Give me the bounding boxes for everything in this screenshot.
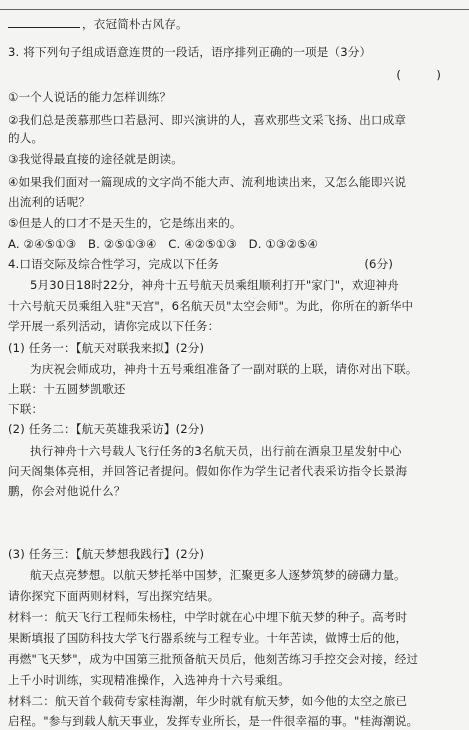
task-2-title: (2) 任务二：【航天英雄我采访】(2分) [8, 422, 205, 436]
sentence-2: ②我们总是羡慕那些口若悬河、即兴演讲的人，喜欢那些文采飞扬、出口成章 [8, 113, 407, 127]
top-rule [0, 9, 469, 10]
sentence-3: ③我觉得最直接的途径就是朗读。 [8, 152, 183, 166]
task-2-body-2: 问天阁集体亮相，并回答记者提问。假如你作为学生记者代表采访指令长景海 [8, 464, 408, 478]
material-1-line-1: 材料一：航天飞行工程师朱杨柱，中学时就在心中埋下航天梦的种子。高考时 [8, 610, 408, 624]
task-2-body-1: 执行神舟十六号载人飞行任务的3名航天员，出行前在酒泉卫星发射中心 [30, 444, 402, 458]
answer-blank[interactable] [8, 17, 80, 28]
question-3: 3. 将下列句子组成语意连贯的一段话，语序排列正确的一项是（3分） [8, 45, 372, 59]
material-1-line-4: 上千小时训练，实现精准操作，入选神舟十六号乘组。 [8, 673, 290, 687]
task-2-body-3: 鹏，你会对他说什么？ [8, 484, 126, 498]
intro-line-3: 学开展一系列活动，请你完成以下任务： [8, 319, 220, 333]
intro-line-1: 5月30日18时22分，神舟十五号航天员乘组顺利打开"家门"，欢迎神舟 [30, 278, 399, 292]
question-4: 4.口语交际及综合性学习，完成以下任务 (6分) [8, 257, 393, 271]
material-2-line-1: 材料二：航天首个载荷专家桂海潮，年少时就有航天梦，如今他的太空之旅已 [8, 694, 408, 708]
sentence-1: ①一个人说话的能力怎样训练？ [8, 90, 172, 104]
intro-line-2: 十六号航天员乘组入驻"天宫"，6名航天员"太空会师"。为此，你所在的新华中 [8, 299, 414, 313]
question-4-score: (6分) [364, 257, 393, 271]
sentence-4: ④如果我们面对一篇现成的文字尚不能大声、流利地读出来，又怎么能即兴说 [8, 175, 407, 189]
sentence-4-cont: 出流利的话呢？ [8, 195, 91, 209]
answer-paren[interactable]: ( ) [396, 68, 441, 82]
upper-couplet: 上联：十五圆梦凯歌还 [8, 382, 126, 396]
task-3-body-2: 请你探究下面两则材料，写出探究结果。 [8, 589, 220, 603]
poem-line: ，衣冠简朴古风存。 [8, 16, 463, 32]
material-2-line-2: 启程。"参与到载人航天事业，发挥专业所长，是一件很幸福的事。"桂海潮说。 [8, 714, 419, 728]
task-1-title: (1) 任务一：【航天对联我来拟】(2分) [8, 341, 205, 355]
task-3-body-1: 航天点亮梦想。以航天梦托举中国梦，汇聚更多人逐梦筑梦的磅礴力量。 [30, 568, 406, 582]
sentence-2-cont: 的人。 [8, 131, 44, 145]
task-3-title: (3) 任务三：【航天梦想我践行】(2分) [8, 547, 205, 561]
sentence-5: ⑤但是人的口才不是天生的，它是练出来的。 [8, 216, 242, 230]
material-1-line-2: 果断填报了国防科技大学飞行器系统与工程专业。十年苦读，做博士后的他， [8, 631, 408, 645]
material-1-line-3: 再燃"飞天梦"，成为中国第三批预备航天员后，他刻苦练习手控交会对接，经过 [8, 652, 419, 666]
lower-couplet[interactable]: 下联： [8, 402, 44, 416]
task-1-body: 为庆祝会师成功，神舟十五号乘组准备了一副对联的上联，请你对出下联。 [30, 362, 418, 376]
options: A. ②④⑤①③ B. ②⑤①③④ C. ④②⑤①③ D. ①③②⑤④ [8, 237, 319, 251]
